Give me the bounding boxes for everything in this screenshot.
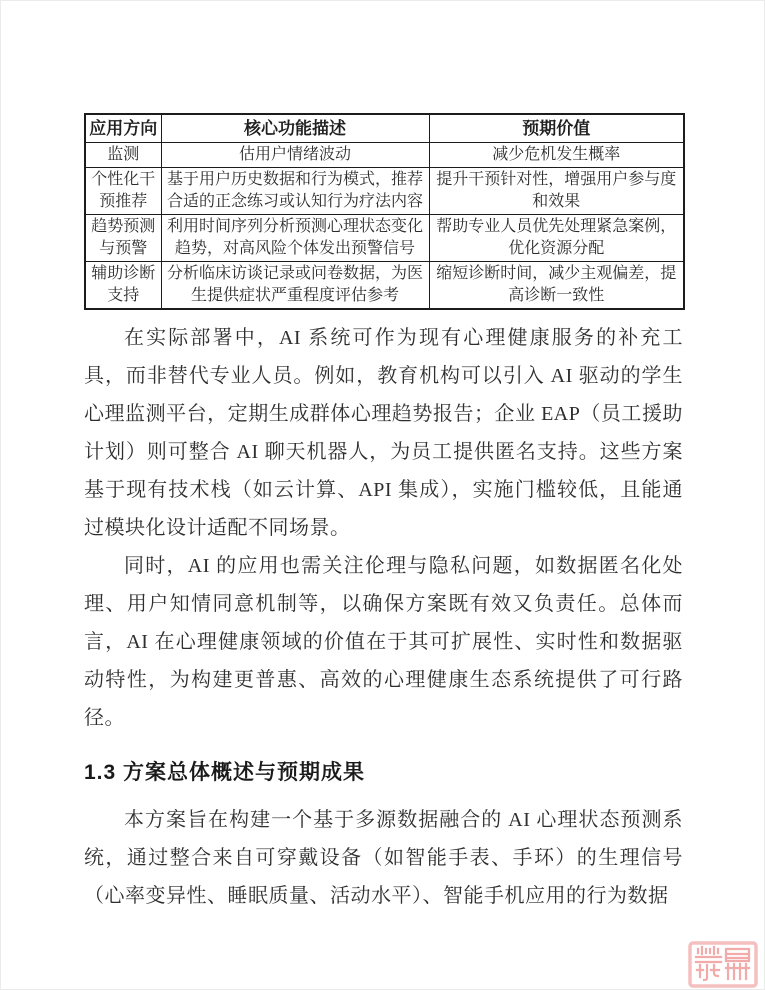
cell-direction: 监测 [85, 143, 161, 168]
header-application-direction: 应用方向 [85, 114, 161, 143]
cell-value: 提升干预针对性，增强用户参与度和效果 [429, 168, 684, 215]
table-row [85, 168, 684, 215]
cell-value: 帮助专业人员优先处理紧急案例，优化资源分配 [429, 215, 684, 262]
cell-value: 减少危机发生概率 [429, 143, 684, 168]
seal-stamp-icon [688, 941, 758, 988]
section-heading-1-3: 1.3 方案总体概述与预期成果 [84, 761, 366, 784]
cell-direction: 个性化干预推荐 [85, 168, 161, 215]
paragraph-ethics: 同时，AI 的应用也需关注伦理与隐私问题，如数据匿名化处理、用户知情同意机制等，以确保方案既有效又负责任。总体而言，AI 在心理健康领域的价值在于其可扩展性、实时性和数据驱动特性，为构建更普惠、高效的心理健康生态系统提供了可行路径。 [84, 555, 683, 729]
cell-direction: 趋势预测与预警 [85, 215, 161, 262]
table-row [85, 262, 684, 310]
cell-function: 利用时间序列分析预测心理状态变化趋势，对高风险个体发出预警信号 [161, 215, 429, 262]
cell-direction: 辅助诊断支持 [85, 262, 161, 310]
paragraph-scheme-overview: 本方案旨在构建一个基于多源数据融合的 AI 心理状态预测系统，通过整合来自可穿戴设备（如智能手表、手环）的生理信号（心率变异性、睡眠质量、活动水平）、智能手机应用的行为数据 [84, 809, 683, 907]
table-header-row [85, 114, 684, 143]
paragraph-deployment: 在实际部署中，AI 系统可作为现有心理健康服务的补充工具，而非替代专业人员。例如，教育机构可以引入 AI 驱动的学生心理监测平台，定期生成群体心理趋势报告；企业 EAP（员工援助计划）则可整合 AI 聊天机器人，为员工提供匿名支持。这些方案基于现有技术栈（如云计算、API 集成），实施门槛较低，且能通过模块化设计适配不同场景。 [84, 327, 683, 539]
cell-function: 分析临床访谈记录或问卷数据，为医生提供症状严重程度评估参考 [161, 262, 429, 310]
header-expected-value: 预期价值 [429, 114, 684, 143]
cell-value: 缩短诊断时间，减少主观偏差，提高诊断一致性 [429, 262, 684, 310]
cell-function: 基于用户历史数据和行为模式，推荐合适的正念练习或认知行为疗法内容 [161, 168, 429, 215]
header-core-function: 核心功能描述 [161, 114, 429, 143]
seal-watermark [688, 941, 758, 988]
application-table [84, 113, 685, 310]
table-row [85, 143, 684, 168]
table-row [85, 215, 684, 262]
page-content [84, 113, 683, 915]
cell-function: 估用户情绪波动 [161, 143, 429, 168]
